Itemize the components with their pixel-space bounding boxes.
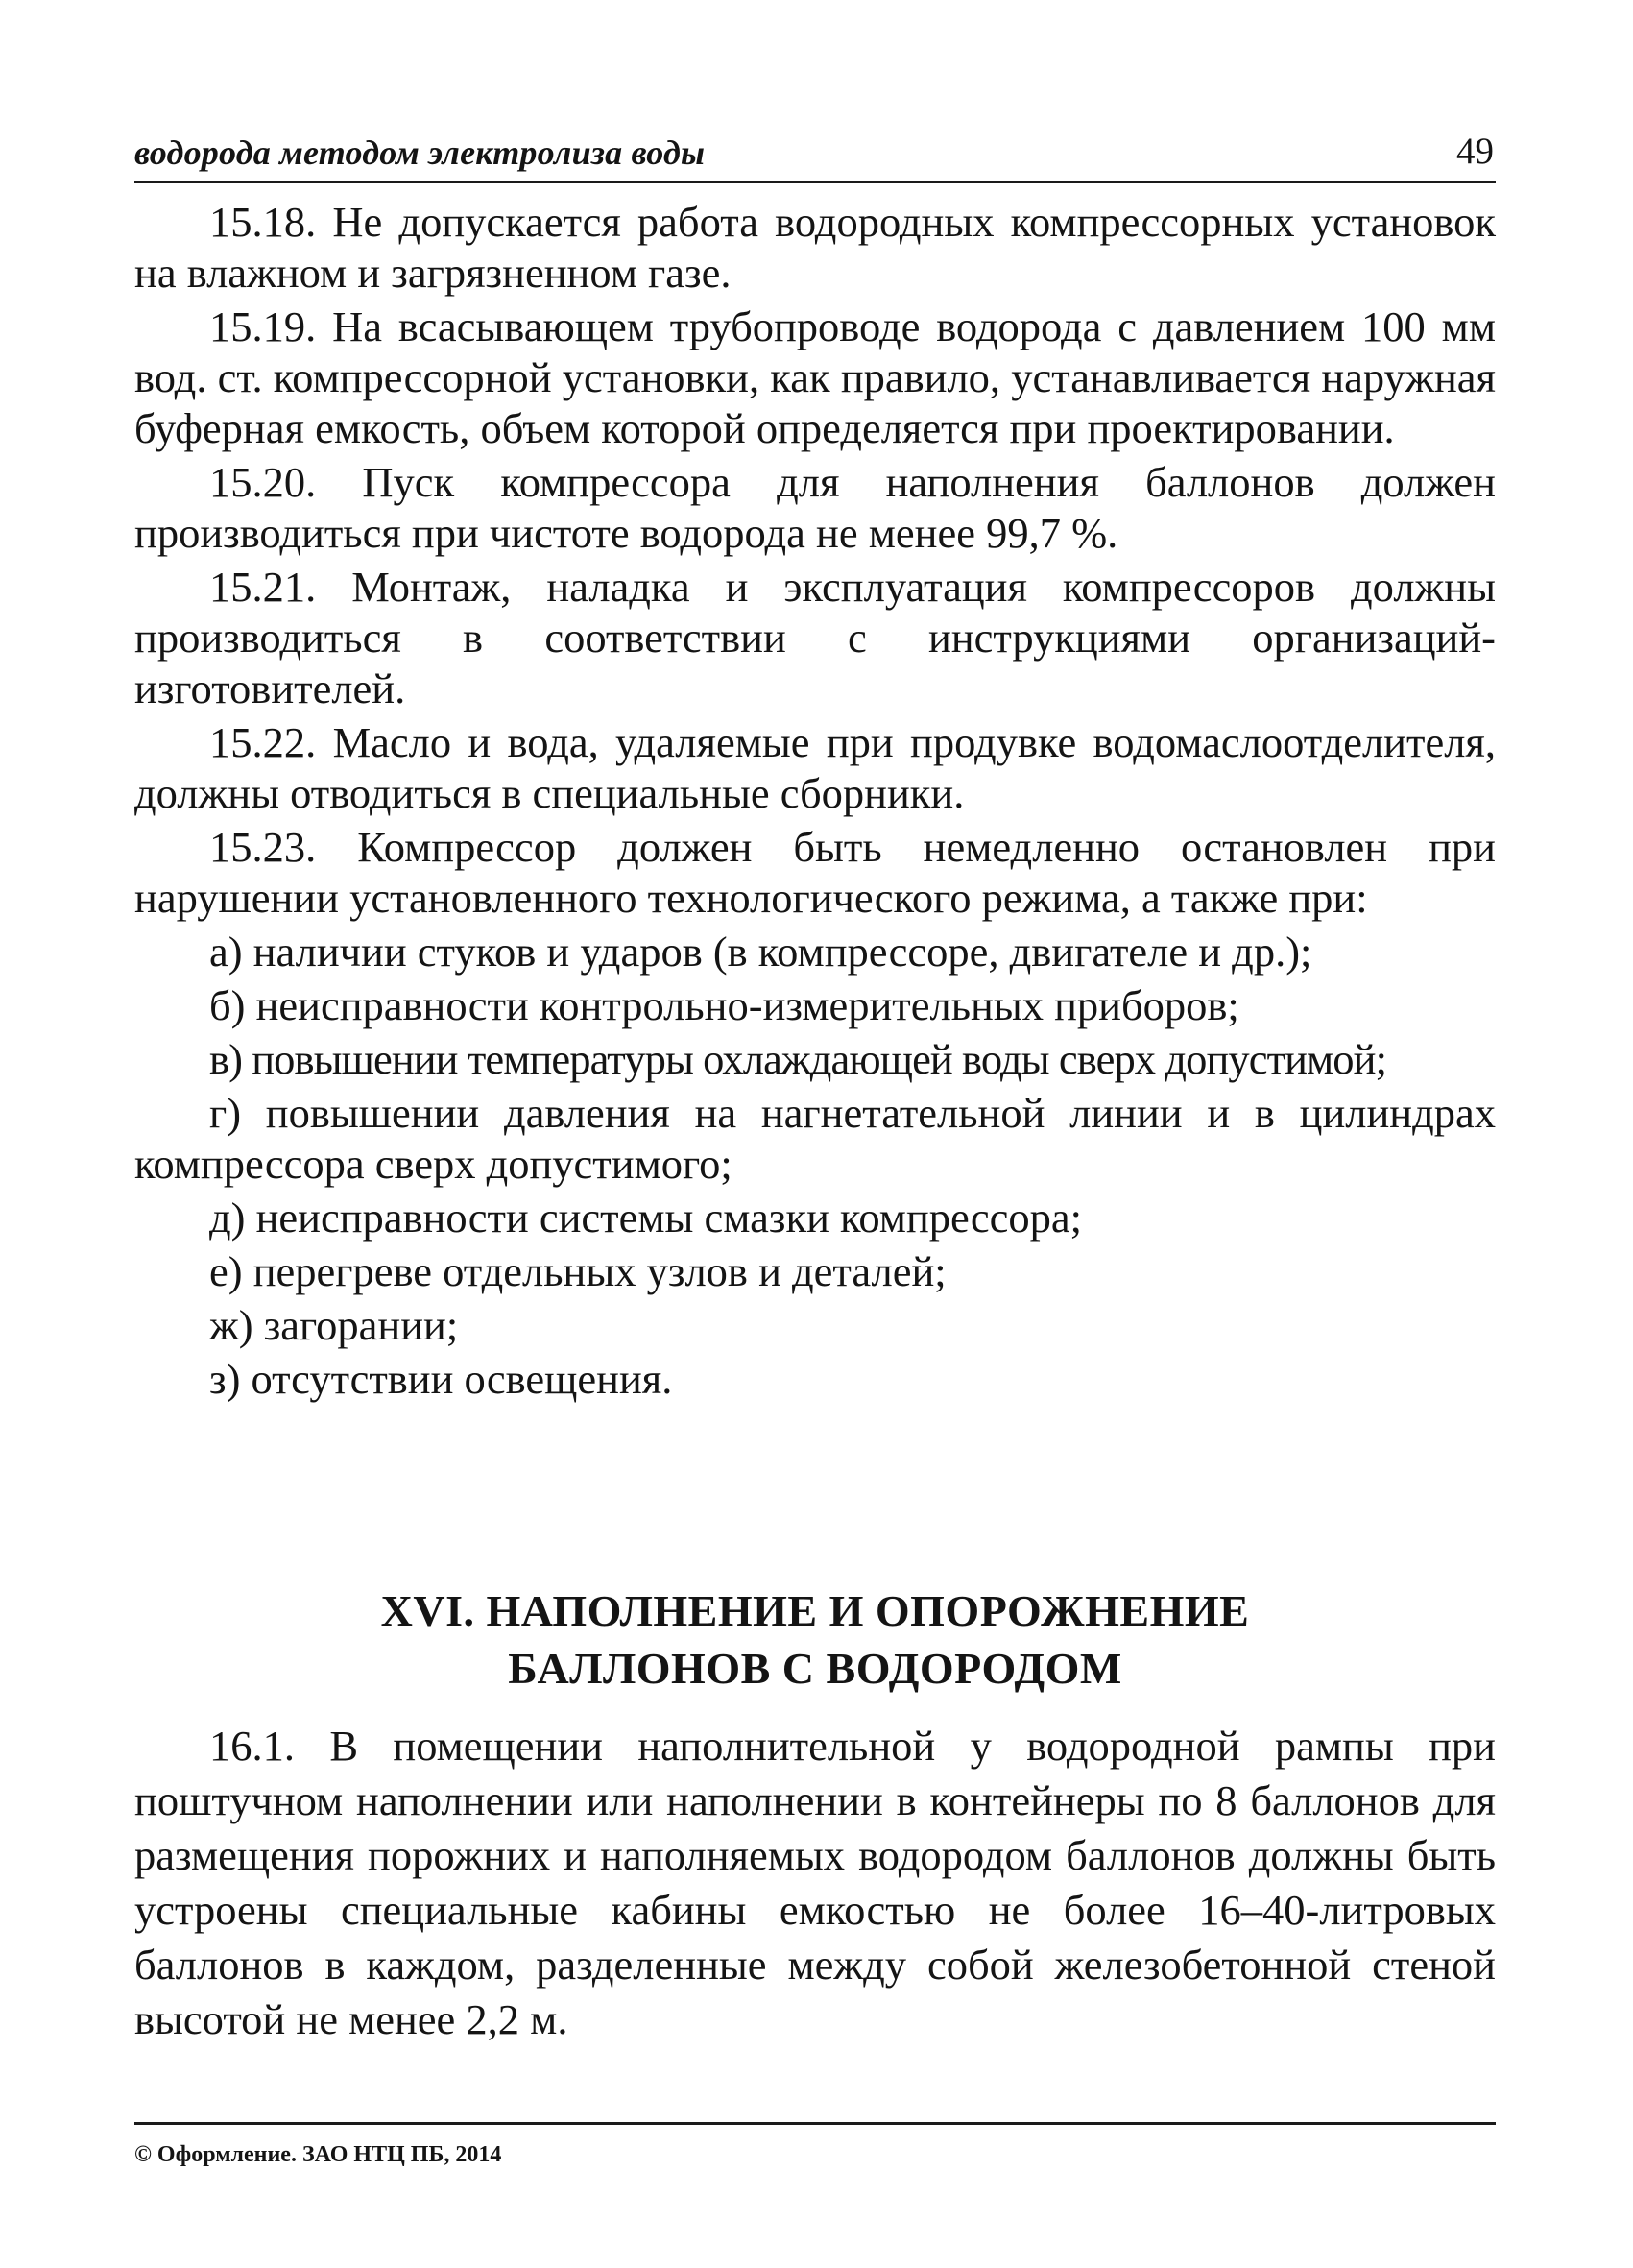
list-item-b: б) неисправности контрольно-измерительных приборов; (209, 981, 1239, 1029)
list-item-d: д) неисправности системы смазки компрессора; (209, 1194, 1083, 1242)
paragraph-15-20: 15.20. Пуск компрессора для наполнения баллонов должен производиться при чистоте водорода не менее 99,7 %. (134, 458, 1496, 557)
copyright-footer: © Оформление. ЗАО НТЦ ПБ, 2014 (134, 2122, 1496, 2168)
running-title: водорода методом электролиза воды (134, 133, 706, 172)
paragraph-15-21: 15.21. Монтаж, наладка и эксплуатация компрессоров должны производиться в соответствии с инструкциями организаций-изготовителей. (134, 563, 1496, 712)
paragraph-16-1: 16.1. В помещении наполнительной у водородной рампы при поштучном наполнении или наполнении в контейнеры по 8 баллонов для размещения порожних и наполняемых водородом баллонов должны быть устроены специальные кабины емкостью не более 16–40-литровых баллонов в каждом, разделенные между собой железобетонной стеной высотой не менее 2,2 м. (134, 1722, 1496, 2043)
paragraph-15-22: 15.22. Масло и вода, удаляемые при продувке водомаслоотделителя, должны отводиться в специальные сборники. (134, 718, 1496, 817)
list-item-z: з) отсутствии освещения. (209, 1355, 673, 1403)
paragraph-15-19: 15.19. На всасывающем трубопроводе водорода с давлением 100 мм вод. ст. компрессорной установки, как правило, устанавливается наружная буферная емкость, объем которой определяется при проектировании. (134, 302, 1496, 452)
list-item-e: е) перегреве отдельных узлов и деталей; (209, 1247, 947, 1295)
paragraph-15-18: 15.18. Не допускается работа водородных компрессорных установок на влажном и загрязненном газе. (134, 198, 1496, 297)
running-header (134, 123, 1496, 183)
body-text (134, 197, 1496, 1408)
list-item-zh: ж) загорании; (209, 1301, 459, 1349)
list-item-v: в) повышении температуры охлаждающей воды сверх допустимой; (209, 1035, 1387, 1083)
section-body (134, 1719, 1496, 2047)
list-item-g: г) повышении давления на нагнетательной линии и в цилиндрах компрессора сверх допустимого; (134, 1089, 1496, 1188)
section-heading (134, 1582, 1496, 1698)
section-heading-line-2: БАЛЛОНОВ С ВОДОРОДОМ (508, 1644, 1122, 1693)
section-heading-line-1: XVI. НАПОЛНЕНИЕ И ОПОРОЖНЕНИЕ (380, 1586, 1250, 1635)
list-item-a: а) наличии стуков и ударов (в компрессоре, двигателе и др.); (209, 928, 1312, 976)
page-number: 49 (1456, 131, 1494, 172)
paragraph-15-23: 15.23. Компрессор должен быть немедленно остановлен при нарушении установленного технологического режима, а также при: (134, 823, 1496, 922)
